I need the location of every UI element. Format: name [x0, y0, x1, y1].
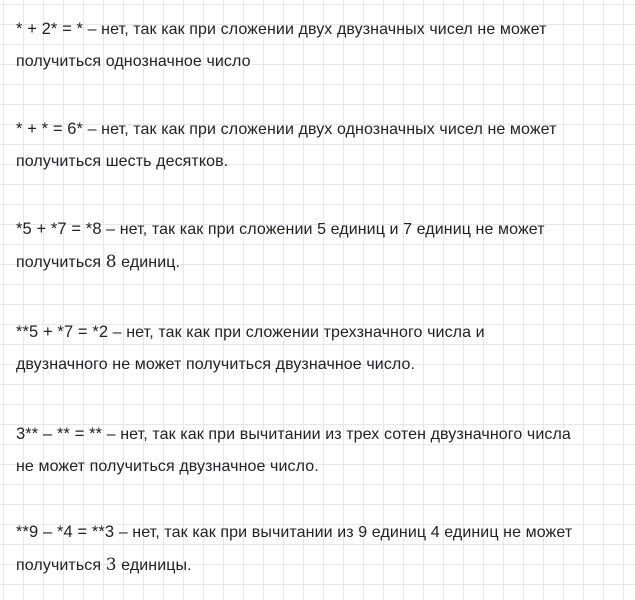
explanation-text: – нет, так как при сложении трехзначного числа и: [108, 324, 485, 341]
explanation-text: – нет, так как при сложении 5 единиц и 7 единиц не может: [101, 221, 545, 238]
statement-line: [16, 19, 547, 39]
number-value: 8: [105, 252, 117, 272]
math-expression: * + 2* = *: [16, 20, 84, 38]
continuation-text: получиться: [16, 254, 106, 271]
continuation-text: получиться: [16, 557, 106, 574]
statement-line: [16, 119, 557, 139]
math-expression: **5 + *7 = *2: [16, 323, 109, 341]
math-expression: **9 – *4 = **3: [16, 523, 115, 541]
continuation-text-end: единиц.: [116, 254, 181, 271]
explanation-text: – нет, так как при вычитании из 9 единиц 4 единиц не может: [114, 524, 573, 541]
continuation-line: [16, 152, 228, 172]
explanation-text: – нет, так как при вычитании из трех сотен двузначного числа: [102, 426, 571, 443]
continuation-text: не может получиться двузначное число.: [16, 458, 319, 475]
math-expression: * + * = 6*: [16, 120, 84, 138]
explanation-text: – нет, так как при сложении двух однозначных чисел не может: [83, 121, 557, 138]
continuation-line: [16, 252, 180, 272]
statement-line: [16, 322, 485, 342]
continuation-line: [16, 52, 251, 72]
math-expression: 3** – ** = **: [16, 425, 103, 443]
continuation-text: получиться однозначное число: [16, 53, 251, 70]
statement-line: [16, 424, 571, 444]
math-expression: *5 + *7 = *8: [16, 220, 102, 238]
number-value: 3: [105, 555, 117, 575]
continuation-line: [16, 457, 319, 477]
statement-line: [16, 219, 545, 239]
statement-line: [16, 522, 572, 542]
continuation-text-end: единицы.: [116, 557, 192, 574]
continuation-line: [16, 555, 192, 575]
continuation-line: [16, 355, 415, 375]
continuation-text: получиться шесть десятков.: [16, 153, 229, 170]
explanation-text: – нет, так как при сложении двух двузначных чисел не может: [83, 21, 547, 38]
continuation-text: двузначного не может получиться двузначное число.: [16, 356, 416, 373]
